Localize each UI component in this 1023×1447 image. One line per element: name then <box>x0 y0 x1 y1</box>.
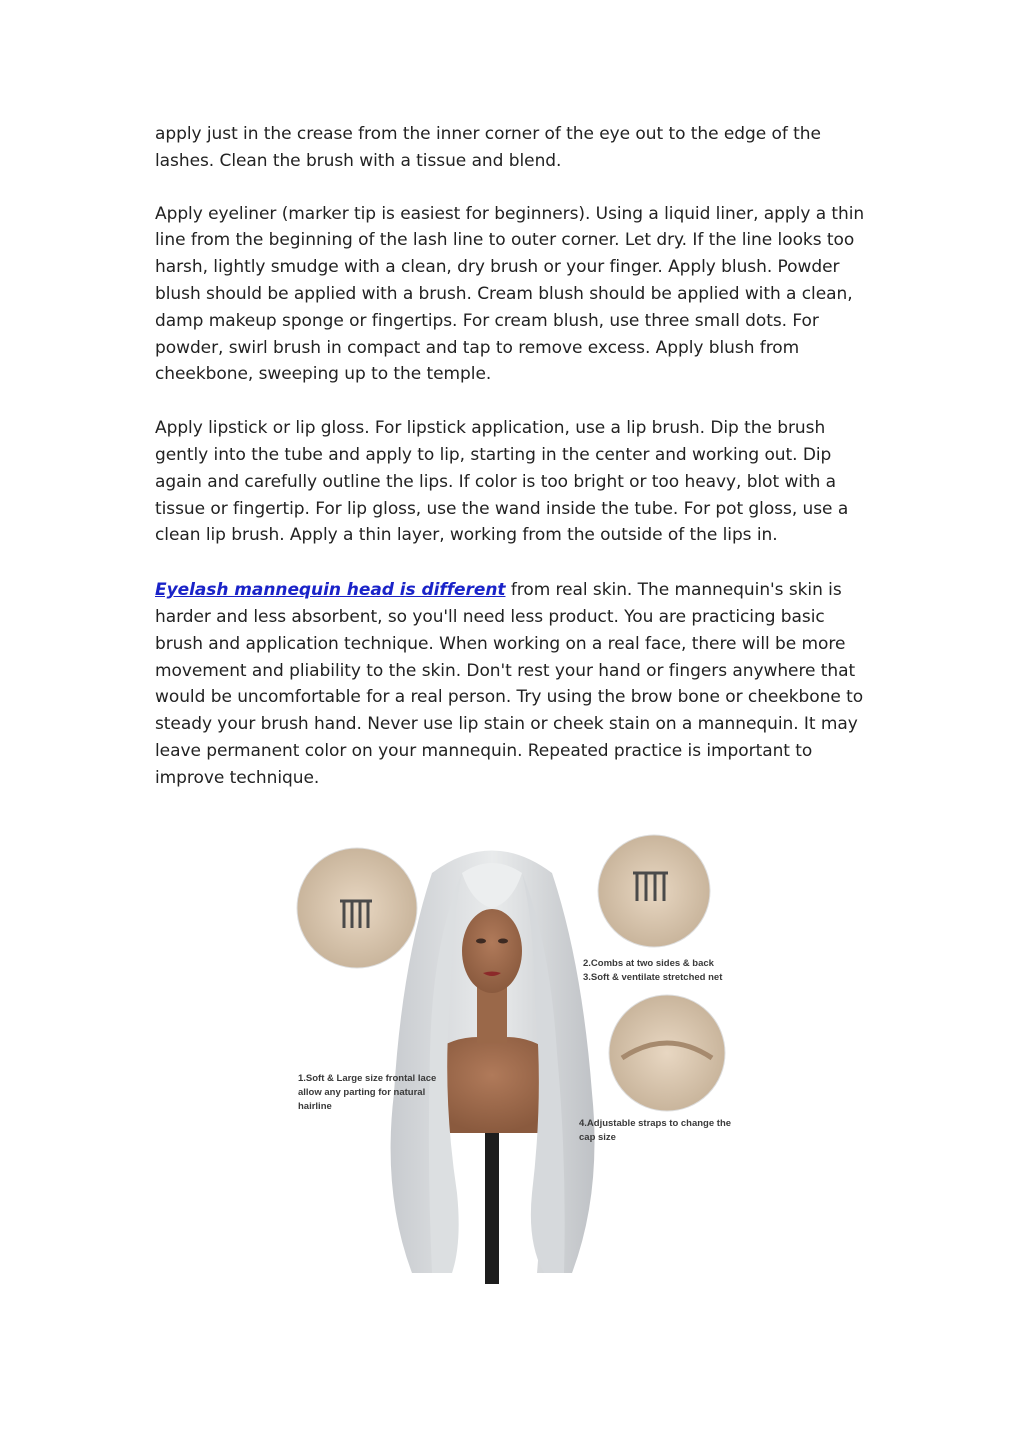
paragraph-mannequin <box>155 577 875 791</box>
document-body <box>155 121 875 818</box>
paragraph-eyeshadow: apply just in the crease from the inner corner of the eye out to the edge of the lashes. Clean the brush with a tissue and blend. <box>155 124 821 171</box>
caption-combs-net: 2.Combs at two sides & back 3.Soft & ventilate stretched net <box>583 958 723 983</box>
stand-pole <box>485 1133 499 1284</box>
paragraph-eyeliner-blush: Apply eyeliner (marker tip is easiest for beginners). Using a liquid liner, apply a thin line from the beginning of the lash line to outer corner. Let dry. If the line looks too harsh, lightly smudge with a clean, dry brush or your finger. Apply blush. Powder blush should be applied with a brush. Cream blush should be applied with a clean, damp makeup sponge or fingertips. For cream blush, use three small dots. For powder, swirl brush in compact and tap to remove excess. Apply blush from cheekbone, sweeping up to the temple. <box>155 203 865 385</box>
paragraph-lipstick: Apply lipstick or lip gloss. For lipstick application, use a lip brush. Dip the brush gently into the tube and apply to lip, starting in the center and working out. Dip again and carefully outline the lips. If color is too bright or too heavy, blot with a tissue or fingertip. For lip gloss, use the wand inside the tube. For pot gloss, use a clean lip brush. Apply a thin layer, working from the outside of the lips in. <box>155 418 849 546</box>
paragraph-mannequin-text: from real skin. The mannequin's skin is harder and less absorbent, so you'll need less product. You are practicing basic brush and application technique. When working on a real face, there will be more movement and pliability to the skin. Don't rest your hand or fingers anywhere that would be uncomfortable for a real person. Try using the brow bone or cheekbone to steady your brush hand. Never use lip stain or cheek stain on a mannequin. It may leave permanent color on your mannequin. Repeated practice is important to improve technique. <box>155 580 864 788</box>
caption-frontal-lace: 1.Soft & Large size frontal lace allow any parting for natural hairline <box>298 1073 437 1112</box>
mannequin-wig-illustration <box>282 833 737 1284</box>
wig-product-image <box>282 833 737 1284</box>
caption-adjustable-straps: 4.Adjustable straps to change the cap size <box>579 1118 732 1143</box>
mannequin-face <box>462 909 522 993</box>
eyelash-mannequin-link[interactable]: Eyelash mannequin head is different <box>155 580 506 601</box>
frontal-lace-detail <box>297 848 417 968</box>
